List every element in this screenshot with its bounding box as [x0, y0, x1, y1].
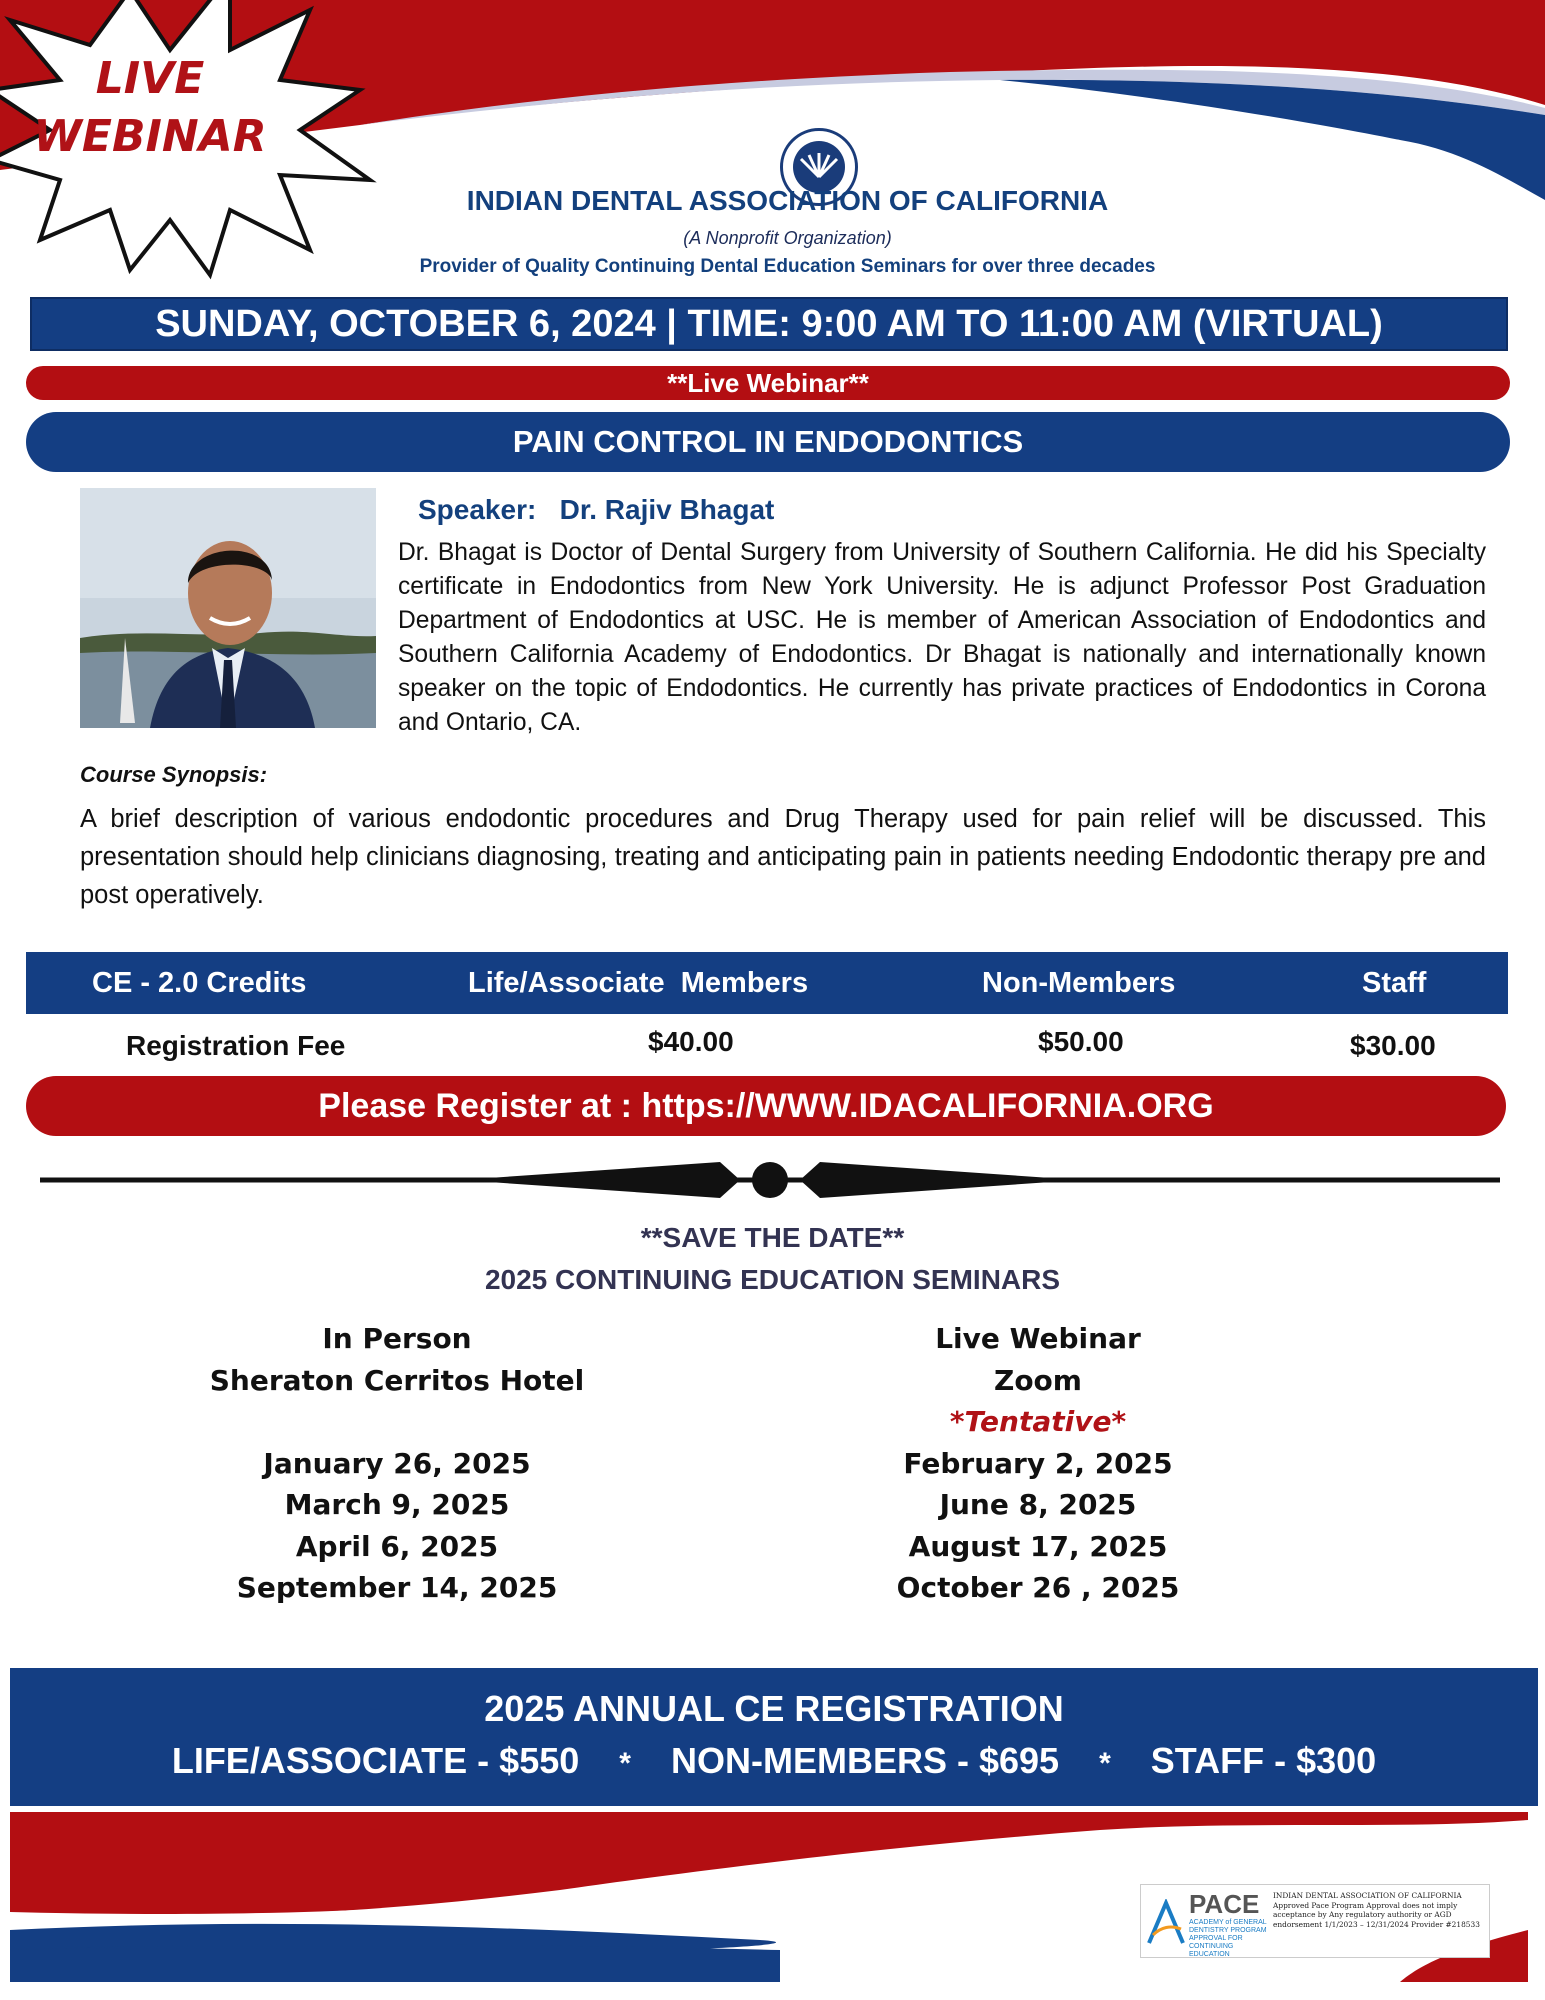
- webinar-date: August 17, 2025: [908, 1529, 1168, 1563]
- webinar-venue: Zoom: [994, 1363, 1082, 1397]
- annual-price-life: LIFE/ASSOCIATE - $550: [171, 1740, 580, 1781]
- fee-header-credits: CE - 2.0 Credits: [92, 967, 307, 999]
- course-title-bar: PAIN CONTROL IN ENDODONTICS: [26, 412, 1510, 472]
- annual-title: 2025 ANNUAL CE REGISTRATION: [484, 1688, 1064, 1729]
- burst-line-2: WEBINAR: [33, 111, 267, 162]
- synopsis-label: Course Synopsis:: [80, 762, 268, 787]
- in-person-date: September 14, 2025: [236, 1571, 558, 1604]
- in-person-date: March 9, 2025: [284, 1488, 510, 1521]
- speaker-bio: Dr. Bhagat is Doctor of Dental Surgery from University of Southern California. He did his Specialty certificate in Endodontics from New York University. He is adjunct Professor Post Graduation Department of Endodontics at USC. He is member of American Association of Endodontics and Southern California Academy of Endodontics. Dr Bhagat is nationally and internationally known speaker on the topic of Endodontics. He currently has private practices of Endodontics in Corona and Ontario, CA.: [398, 539, 1486, 736]
- speaker-name: Dr. Rajiv Bhagat: [559, 494, 775, 525]
- webinar-tentative-note: *Tentative*: [949, 1405, 1127, 1438]
- in-person-venue: Sheraton Cerritos Hotel: [209, 1363, 585, 1397]
- in-person-date: January 26, 2025: [263, 1446, 531, 1480]
- pace-subtitle: ACADEMY of GENERAL DENTISTRY PROGRAM APPROVAL FOR CONTINUING EDUCATION: [1189, 1919, 1267, 1958]
- separator-star: *: [619, 1747, 631, 1780]
- webinar-date: October 26 , 2025: [896, 1571, 1180, 1604]
- fee-header-members: Life/Associate Members: [468, 967, 809, 999]
- register-link-bar[interactable]: Please Register at : https://WWW.IDACALIFORNIA.ORG: [26, 1076, 1506, 1136]
- speaker-label: Speaker:: [418, 494, 537, 525]
- seminars-heading: 2025 CONTINUING EDUCATION SEMINARS: [484, 1264, 1061, 1295]
- fee-row-label: Registration Fee: [126, 1030, 346, 1061]
- fee-header-staff: Staff: [1362, 967, 1427, 999]
- fee-members-value: $40.00: [648, 1026, 734, 1057]
- webinar-title: Live Webinar: [935, 1322, 1141, 1355]
- fee-header-nonmembers: Non-Members: [982, 967, 1176, 999]
- live-webinar-bar: **Live Webinar**: [26, 366, 1510, 400]
- event-date-bar: SUNDAY, OCTOBER 6, 2024 | TIME: 9:00 AM TO 11:00 AM (VIRTUAL): [30, 297, 1508, 351]
- org-name: INDIAN DENTAL ASSOCIATION OF CALIFORNIA: [466, 185, 1109, 216]
- separator-star: *: [1099, 1747, 1111, 1780]
- webinar-date: June 8, 2025: [939, 1488, 1137, 1521]
- ornamental-divider: [40, 1150, 1500, 1210]
- webinar-date: February 2, 2025: [903, 1446, 1173, 1480]
- burst-line-1: LIVE: [95, 53, 205, 104]
- fee-table-header: [26, 952, 1508, 1014]
- webinar-column: [788, 1318, 1288, 1609]
- pace-approval-text: INDIAN DENTAL ASSOCIATION OF CALIFORNIA Approved Pace Program Approval does not imply acceptance by Any regulatory authority or AGD endorsement 1/1/2023 – 12/31/2024 Provider #218533: [1273, 1891, 1480, 1929]
- pace-logo-icon: [1147, 1899, 1185, 1945]
- speaker-photo: [80, 488, 376, 728]
- pace-approval-badge: [1140, 1884, 1490, 1958]
- annual-price-staff: STAFF - $300: [1150, 1740, 1377, 1781]
- in-person-column: [147, 1318, 647, 1609]
- pace-word: PACE: [1189, 1889, 1260, 1919]
- synopsis-text: A brief description of various endodontic procedures and Drug Therapy used for pain relief will be discussed. This presentation should help clinicians diagnosing, treating and anticipating pain in patients needing Endodontic therapy pre and post operatively.: [80, 805, 1486, 909]
- fee-nonmembers-value: $50.00: [1038, 1026, 1124, 1057]
- in-person-date: April 6, 2025: [295, 1529, 499, 1563]
- annual-price-nonmembers: NON-MEMBERS - $695: [670, 1740, 1060, 1781]
- save-the-date-heading: **SAVE THE DATE**: [640, 1222, 905, 1253]
- in-person-title: In Person: [322, 1322, 472, 1355]
- org-subtitle: (A Nonprofit Organization): [683, 228, 892, 248]
- speaker-heading: [418, 494, 774, 526]
- annual-registration-box: [10, 1668, 1538, 1806]
- annual-prices: [10, 1740, 1538, 1782]
- org-provider-tagline: Provider of Quality Continuing Dental Education Seminars for over three decades: [419, 256, 1156, 277]
- fee-staff-value: $30.00: [1350, 1030, 1436, 1061]
